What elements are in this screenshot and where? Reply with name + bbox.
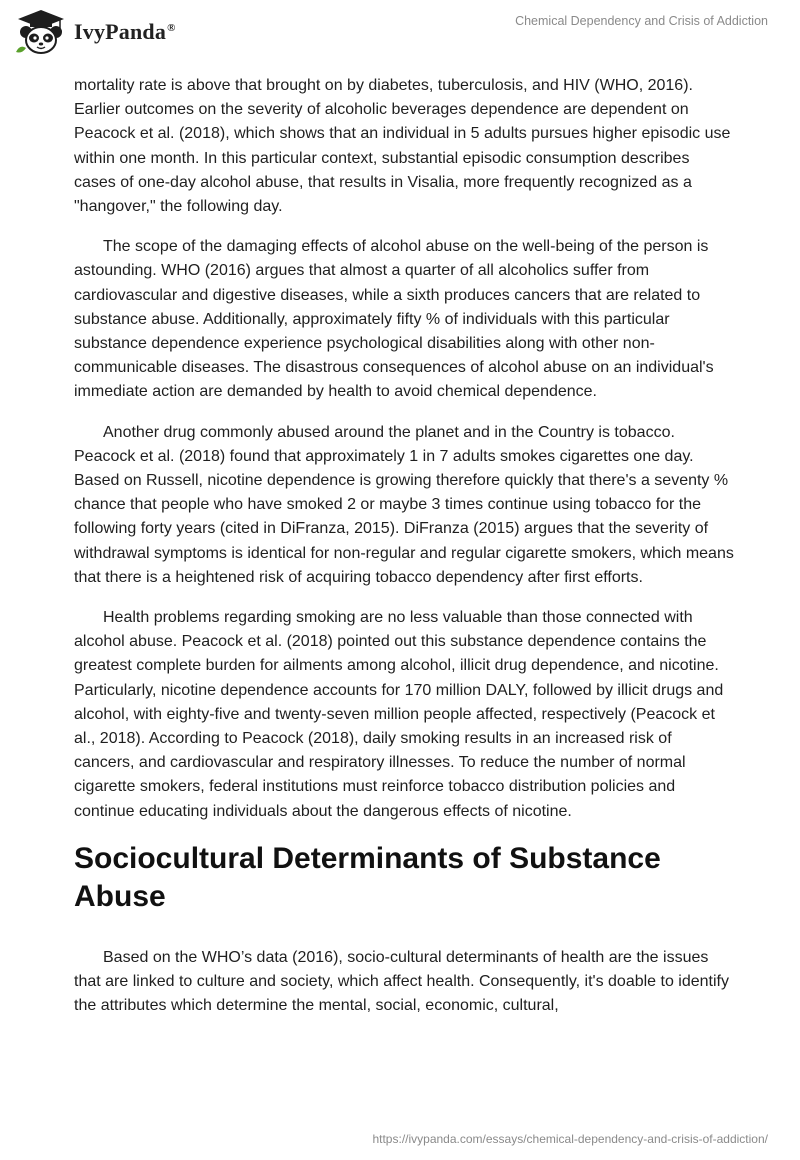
paragraph: The scope of the damaging effects of alcohol abuse on the well-being of the person is astounding. WHO (2016) argues that almost a quarter of all alcoholics suffer from cardiovascular and digestive diseases, while a sixth produces cancers that are related to substance abuse. Additionally, approximately fifty % of individuals with this particular substance dependence experience psychological disabilities along with other non-communicable diseases. The disastrous consequences of alcohol abuse on an individual's immediate action are demanded by health to avoid chemical dependence. <box>74 238 714 401</box>
source-url[interactable]: https://ivypanda.com/essays/chemical-dependency-and-crisis-of-addiction/ <box>372 1132 768 1146</box>
paragraph: Based on the WHO’s data (2016), socio-cultural determinants of health are the issues that are linked to culture and society, which affect health. Consequently, it's doable to identify the attributes which determine the mental, social, economic, cultural, <box>74 948 729 1015</box>
logo-text: IvyPanda® <box>74 19 176 44</box>
document-title: Chemical Dependency and Crisis of Addiction <box>515 14 768 28</box>
logo-registered-mark: ® <box>167 21 176 34</box>
paragraph: Another drug commonly abused around the planet and in the Country is tobacco. Peacock et al. (2018) found that approximately 1 in 7 adults smokes cigarettes one day. Based on Russell, nicotine dependence is growing therefore quickly that there's a seventy % chance that people who have smoked 2 or maybe 3 times continue using tobacco for the following forty years (cited in DiFranza, 2015). DiFranza (2015) argues that the severity of withdrawal symptoms is identical for non-regular and regular cigarette smokers, which means that there is a heightened risk of acquiring tobacco dependency after first efforts. <box>74 423 734 586</box>
paragraph: Health problems regarding smoking are no less valuable than those connected with alcohol abuse. Peacock et al. (2018) pointed out this substance dependence contains the greatest complete burden for ailments among alcohol, illicit drug dependence, and nicotine. Particularly, nicotine dependence accounts for 170 million DALY, followed by illicit drugs and alcohol, with eighty-five and twenty-seven million people affected, respectively (Peacock et al., 2018). According to Peacock (2018), daily smoking results in an increased risk of cancers, and cardiovascular and respiratory illnesses. To reduce the number of normal cigarette smokers, federal institutions must reinforce tobacco distribution policies and continue educating individuals about the dangerous effects of nicotine. <box>74 609 724 820</box>
paragraph: mortality rate is above that brought on by diabetes, tuberculosis, and HIV (WHO, 2016). Earlier outcomes on the severity of alcoholic beverages dependence are dependent on Peacock et al. (2018), which shows that an individual in 5 adults pursues higher episodic use within one month. In this particular context, substantial episodic consumption describes cases of one-day alcohol abuse, that results in Visalia, more frequently recognized as a "hangover," the following day. <box>74 77 731 216</box>
page-header <box>0 0 800 70</box>
logo[interactable] <box>14 8 176 56</box>
essay-content <box>74 74 734 1035</box>
graduation-panda-icon <box>14 8 68 56</box>
section-heading: Sociocultural Determinants of Substance Abuse <box>74 841 661 913</box>
